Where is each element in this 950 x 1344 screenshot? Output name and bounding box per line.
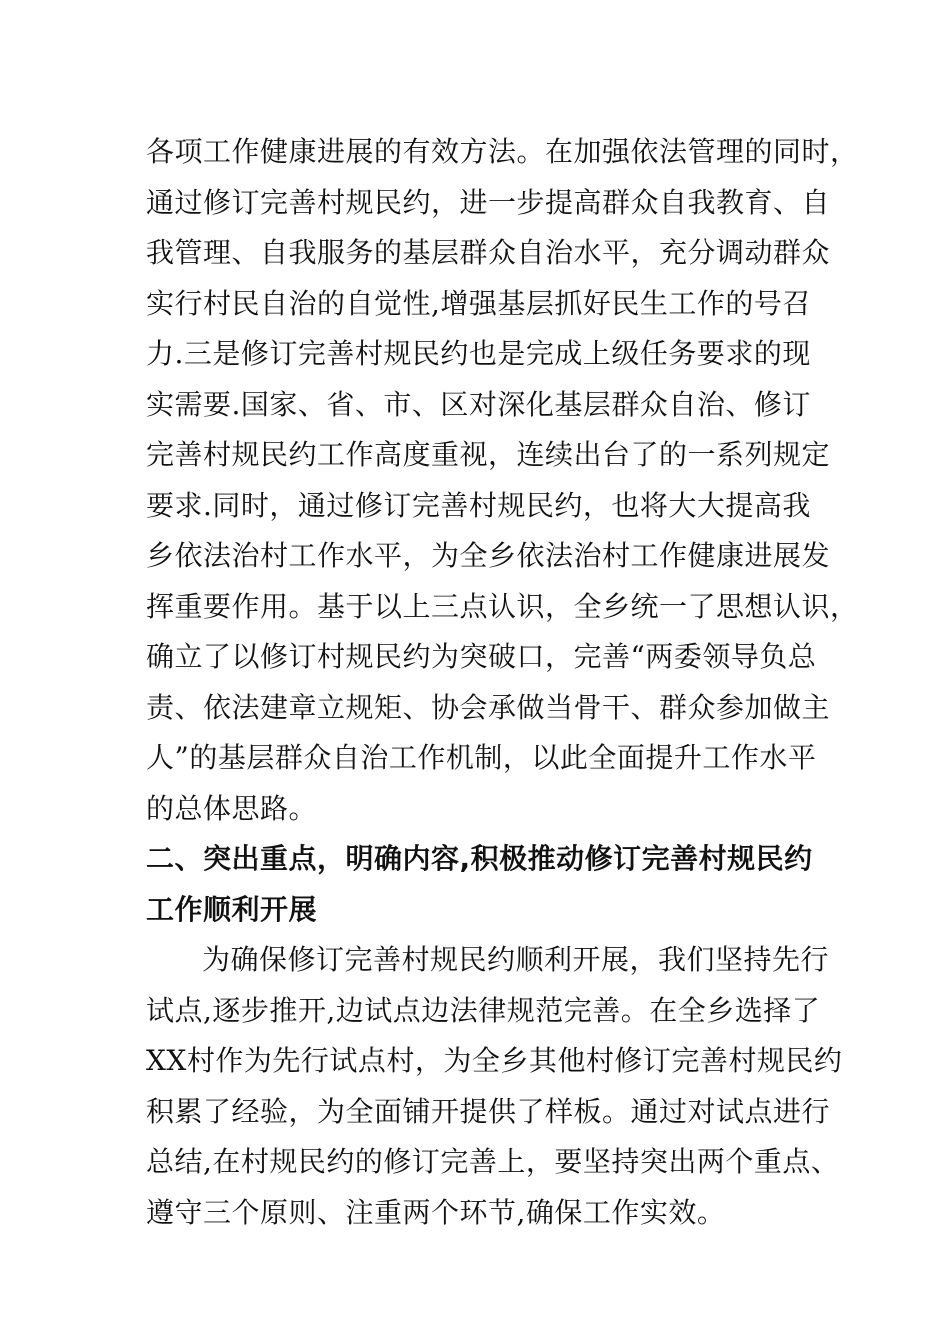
text-line: 各项工作健康进展的有效方法。在加强依法管理的同时， bbox=[146, 135, 859, 168]
text-line: 的总体思路。 bbox=[146, 791, 318, 825]
text-line: 人”的基层群众自治工作机制，以此全面提升工作水平 bbox=[146, 741, 817, 774]
text-line: 为确保修订完善村规民约顺利开展，我们坚持先行 bbox=[202, 943, 830, 976]
text-line: 通过修订完善村规民约，进一步提高群众自我教育、自 bbox=[146, 185, 831, 219]
text-line: 挥重要作用。基于以上三点认识，全乡统一了思想认识， bbox=[146, 589, 859, 623]
text-line: 实需要.国家、省、市、区对深化基层群众自治、修订 bbox=[146, 387, 811, 421]
text-line: 要求.同时，通过修订完善村规民约，也将大大提高我 bbox=[146, 488, 811, 522]
heading-line: 工作顺利开展 bbox=[146, 892, 318, 926]
text-line: 遵守三个原则、注重两个环节,确保工作实效。 bbox=[146, 1195, 726, 1229]
text-line: 实行村民自治的自觉性,增强基层抓好民生工作的号召 bbox=[146, 286, 811, 320]
document-body bbox=[146, 127, 859, 1238]
text-line: 责、依法建章立规矩、协会承做当骨干、群众参加做主 bbox=[146, 690, 831, 724]
section-heading bbox=[146, 834, 826, 935]
heading-line: 二、突出重点，明确内容,积极推动修订完善村规民约 bbox=[146, 842, 813, 875]
text-line: 积累了经验，为全面铺开提供了样板。通过对试点进行 bbox=[146, 1094, 831, 1128]
text-line: 我管理、自我服务的基层群众自治水平，充分调动群众 bbox=[146, 236, 831, 269]
text-line: 总结,在村规民约的修订完善上，要坚持突出两个重点、 bbox=[146, 1145, 840, 1178]
paragraph-1 bbox=[146, 127, 859, 834]
text-line: 完善村规民约工作高度重视，连续出台了的一系列规定 bbox=[146, 438, 831, 471]
paragraph-2 bbox=[146, 935, 843, 1238]
text-line: 试点,逐步推开,边试点边法律规范完善。在全乡选择了 bbox=[146, 993, 821, 1027]
text-line: XX村作为先行试点村，为全乡其他村修订完善村规民约 bbox=[146, 1044, 843, 1077]
text-line: 确立了以修订村规民约为突破口，完善“两委领导负总 bbox=[146, 640, 817, 673]
text-line: 力.三是修订完善村规民约也是完成上级任务要求的现 bbox=[146, 337, 811, 370]
text-line: 乡依法治村工作水平，为全乡依法治村工作健康进展发 bbox=[146, 539, 831, 572]
